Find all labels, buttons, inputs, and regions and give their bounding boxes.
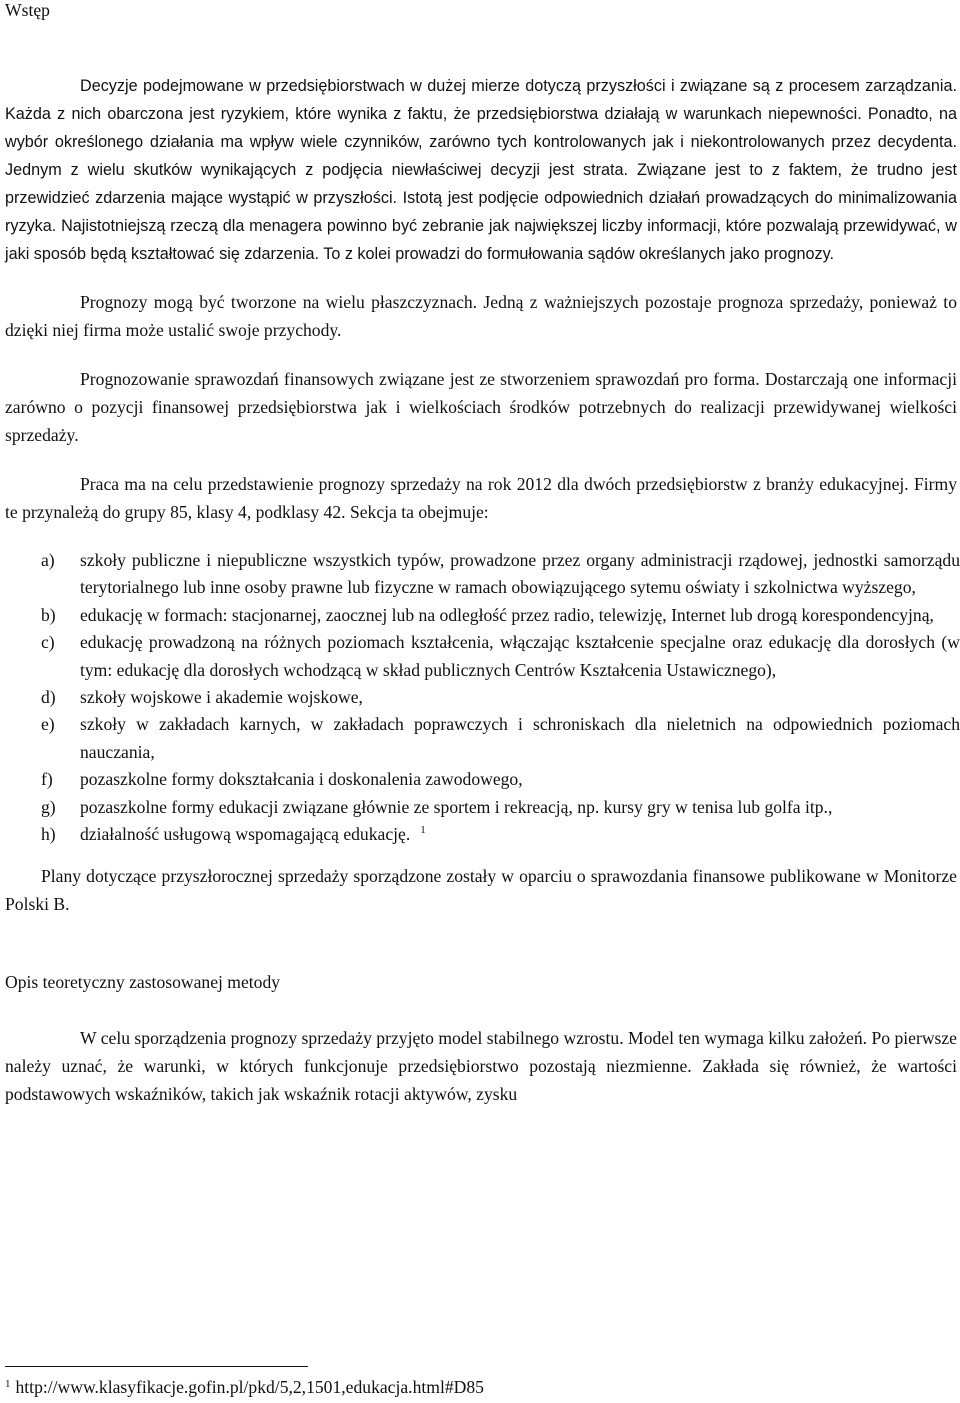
section-heading-method: Opis teoretyczny zastosowanej metody — [5, 972, 281, 992]
section-scope-list — [5, 547, 960, 848]
section-heading-intro: Wstęp — [5, 0, 50, 20]
list-marker: g) — [41, 796, 56, 817]
list-marker: a) — [41, 550, 55, 570]
list-item — [5, 547, 960, 602]
list-item — [5, 602, 960, 629]
list-marker: d) — [41, 687, 56, 708]
list-item-text: działalność usługową wspomagającą edukację. — [80, 824, 411, 845]
list-item-text: szkoły w zakładach karnych, w zakładach poprawczych i schroniskach dla nieletnich na odpowiednich poziomach nauczania, — [80, 714, 960, 762]
list-item-text: pozaszkolne formy edukacji związane głównie ze sportem i rekreacją, np. kursy gry w tenisa lub golfa itp., — [80, 796, 833, 817]
list-item — [5, 629, 960, 684]
list-item-text: szkoły wojskowe i akademie wojskowe, — [80, 687, 363, 708]
plans-paragraph: Plany dotyczące przyszłorocznej sprzedaży sporządzone zostały w oparciu o sprawozdania finansowe publikowane w Monitorze Polski B. — [5, 866, 957, 914]
list-item-text: edukację w formach: stacjonarnej, zaocznej lub na odległość przez radio, telewizję, Internet lub drogą korespondencyjną, — [80, 604, 934, 625]
list-marker: b) — [41, 604, 56, 625]
footnote-number: 1 — [5, 1378, 11, 1390]
list-marker: c) — [41, 632, 55, 653]
list-item-text: szkoły publiczne i niepubliczne wszystkich typów, prowadzone przez organy administracji rządowej, jednostki samorządu terytorialnego lub inne osoby prawne lub fizyczne w ramach obowiązującego sytemu oświaty i szkolnictwa wyższego, — [80, 550, 960, 598]
footnote — [5, 1374, 484, 1400]
footnote-separator — [5, 1366, 308, 1367]
list-item — [5, 711, 960, 766]
method-paragraph: W celu sporządzenia prognozy sprzedaży przyjęto model stabilnego wzrostu. Model ten wymaga kilku założeń. Po pierwsze należy uznać, że warunki, w których funkcjonuje przedsiębiorstwo pozostają niezmienne. Zakłada się również, że wartości podstawowych wskaźników, takich jak wskaźnik rotacji aktywów, zysku — [5, 1028, 957, 1104]
list-item-text: pozaszkolne formy dokształcania i doskonalenia zawodowego, — [80, 769, 523, 790]
list-marker: h) — [41, 824, 56, 845]
list-item — [5, 821, 960, 848]
purpose-paragraph: Praca ma na celu przedstawienie prognozy sprzedaży na rok 2012 dla dwóch przedsiębiorstw z branży edukacyjnej. Firmy te przynależą do grupy 85, klasy 4, podklasy 42. Sekcja ta obejmuje: — [5, 474, 957, 522]
forecasting-paragraph: Prognozowanie sprawozdań finansowych związane jest ze stworzeniem sprawozdań pro forma. Dostarczają one informacji zarówno o pozycji finansowej przedsiębiorstwa jak i wielkościach środków potrzebnych do realizacji przewidywanej wielkości sprzedaży. — [5, 369, 957, 445]
footnote-url[interactable]: http://www.klasyfikacje.gofin.pl/pkd/5,2,1501,edukacja.html#D85 — [15, 1377, 484, 1397]
prognoses-paragraph: Prognozy mogą być tworzone na wielu płaszczyznach. Jedną z ważniejszych pozostaje prognoza sprzedaży, ponieważ to dzięki niej firma może ustalić swoje przychody. — [5, 292, 957, 340]
list-item — [5, 766, 960, 793]
list-item-text: edukację prowadzoną na różnych poziomach kształcenia, włączając kształcenie specjalne oraz edukację dla dorosłych (w tym: edukację dla dorosłych wchodzącą w skład publicznych Centrów Kształcenia Ustawicznego), — [80, 632, 960, 680]
list-item — [5, 794, 960, 821]
list-marker: f) — [41, 769, 53, 790]
list-marker: e) — [41, 714, 55, 735]
footnote-reference[interactable]: 1 — [420, 824, 426, 837]
intro-paragraph: Decyzje podejmowane w przedsiębiorstwach w dużej mierze dotyczą przyszłości i związane są z procesem zarządzania. Każda z nich obarczona jest ryzykiem, które wynika z faktu, że przedsiębiorstwa działają w warunkach niepewności. Ponadto, na wybór określonego działania ma wpływ wiele czynników, zarówno tych kontrolowanych jak i niekontrolowanych przez decydenta. Jednym z wielu skutków wynikających z podjęcia niewłaściwej decyzji jest strata. Związane jest to z faktem, że trudno jest przewidzieć zdarzenia mające wystąpić w przyszłości. Istotą jest podjęcie odpowiednich działań prowadzących do minimalizowania ryzyka. Najistotniejszą rzeczą dla menagera powinno być zebranie jak największej liczby informacji, które pozwalają przewidywać, w jaki sposób będą kształtować się zdarzenia. To z kolei prowadzi do formułowania sądów określanych jako prognozy. — [5, 77, 957, 263]
list-item — [5, 684, 960, 711]
